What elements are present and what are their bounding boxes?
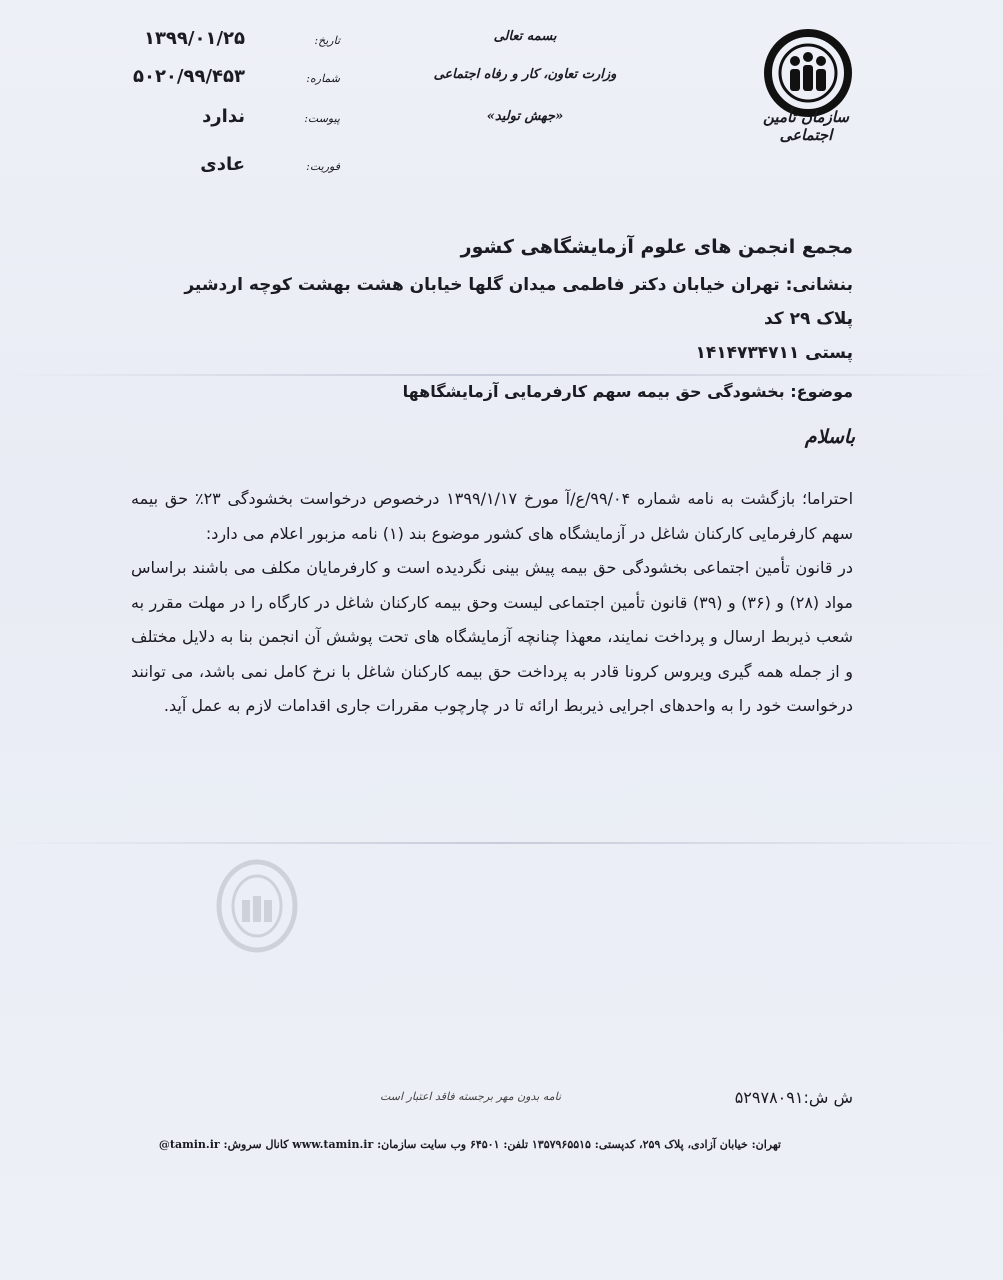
greeting: باسلام xyxy=(804,426,855,448)
letter-subject: موضوع: بخشودگی حق بیمه سهم کارفرمایی آزمایشگاهها xyxy=(402,382,853,401)
meta-attachment-row xyxy=(140,106,340,136)
body-paragraph: احتراما؛ بازگشت به نامه شماره ۹۹/۰۴/ع/آ مورخ ۱۳۹۹/۱/۱۷ درخصوص درخواست بخشودگی ۲۳٪ حق بیمه سهم کارفرمایی کارکنان شاغل در آزمایشگاه های کشور موضوع بند (۱) نامه مزبور اعلام می دارد: xyxy=(131,489,854,543)
ministry-name: وزارت تعاون، کار و رفاه اجتماعی xyxy=(433,67,617,82)
meta-number-row xyxy=(132,66,340,96)
addressee-block xyxy=(153,232,853,370)
attachment-label: پیوست: xyxy=(304,112,340,125)
letter-body xyxy=(131,482,853,724)
priority-value: عادی xyxy=(200,154,245,175)
paper-fold-line xyxy=(0,374,1003,376)
date-label: تاریخ: xyxy=(314,34,340,47)
attachment-value: ندارد xyxy=(202,106,245,127)
date-value: ۱۳۹۹/۰۱/۲۵ xyxy=(143,28,245,49)
letterhead-center xyxy=(430,26,620,128)
organization-name: سازمان تأمین اجتماعی xyxy=(763,108,849,144)
address-line: پستی ۱۴۱۴۷۳۴۷۱۱ xyxy=(695,343,853,363)
stamp-validity-note: نامه بدون مهر برجسته فاقد اعتبار است xyxy=(380,1090,562,1103)
body-paragraph: در قانون تأمین اجتماعی بخشودگی حق بیمه پیش بینی نگردیده است و کارفرمایان مکلف می باشند براساس مواد (۲۸) و (۳۶) و (۳۹) قانون تأمین اجتماعی لیست وحق بیمه کارکنان شاغل در کارگاه را در مهلت مقرر به شعب ذیربط ارسال و پرداخت نمایند، معهذا چنانچه آزمایشگاه های تحت پوشش آن انجمن بنا به دلایل مختلف و از جمله همه گیری ویروس کرونا قادر به پرداخت حق بیمه کارکنان شاغل با نرخ کامل نمی باشد، می توانند درخواست خود را به واحدهای اجرایی ذیربط ارائه تا در چارچوب مقررات جاری اقدامات لازم به عمل آید. xyxy=(131,558,854,715)
addressee-title: مجمع انجمن های علوم آزمایشگاهی کشور xyxy=(460,236,853,258)
slogan-text: «جهش تولید» xyxy=(486,109,564,124)
address-line: بنشانی: تهران خیابان دکتر فاطمی میدان گلها خیابان هشت بهشت کوچه اردشیر پلاک ۲۹ کد xyxy=(184,275,853,329)
meta-priority-row xyxy=(140,154,340,184)
bismillah-text: بسمه تعالی xyxy=(493,29,557,44)
tamin-ejtemaei-logo-icon xyxy=(763,28,853,118)
paper-fold-line xyxy=(0,842,1003,844)
number-value: ۵۰۲۰/۹۹/۴۵۳ xyxy=(132,66,245,87)
meta-date-row xyxy=(140,28,340,58)
embossed-seal-icon xyxy=(212,856,302,956)
reference-number: ش ش:۵۲۹۷۸۰۹۱ xyxy=(734,1088,853,1107)
priority-label: فوریت: xyxy=(306,160,340,173)
footer-address: تهران: خیابان آزادی، پلاک ۲۵۹، کدپستی: ۱۳۵۷۹۶۵۵۱۵ تلفن: ۶۴۵۰۱ وب سایت سازمان: www.tamin.ir کانال سروش: tamin.ir@ xyxy=(158,1138,781,1151)
number-label: شماره: xyxy=(306,72,340,85)
